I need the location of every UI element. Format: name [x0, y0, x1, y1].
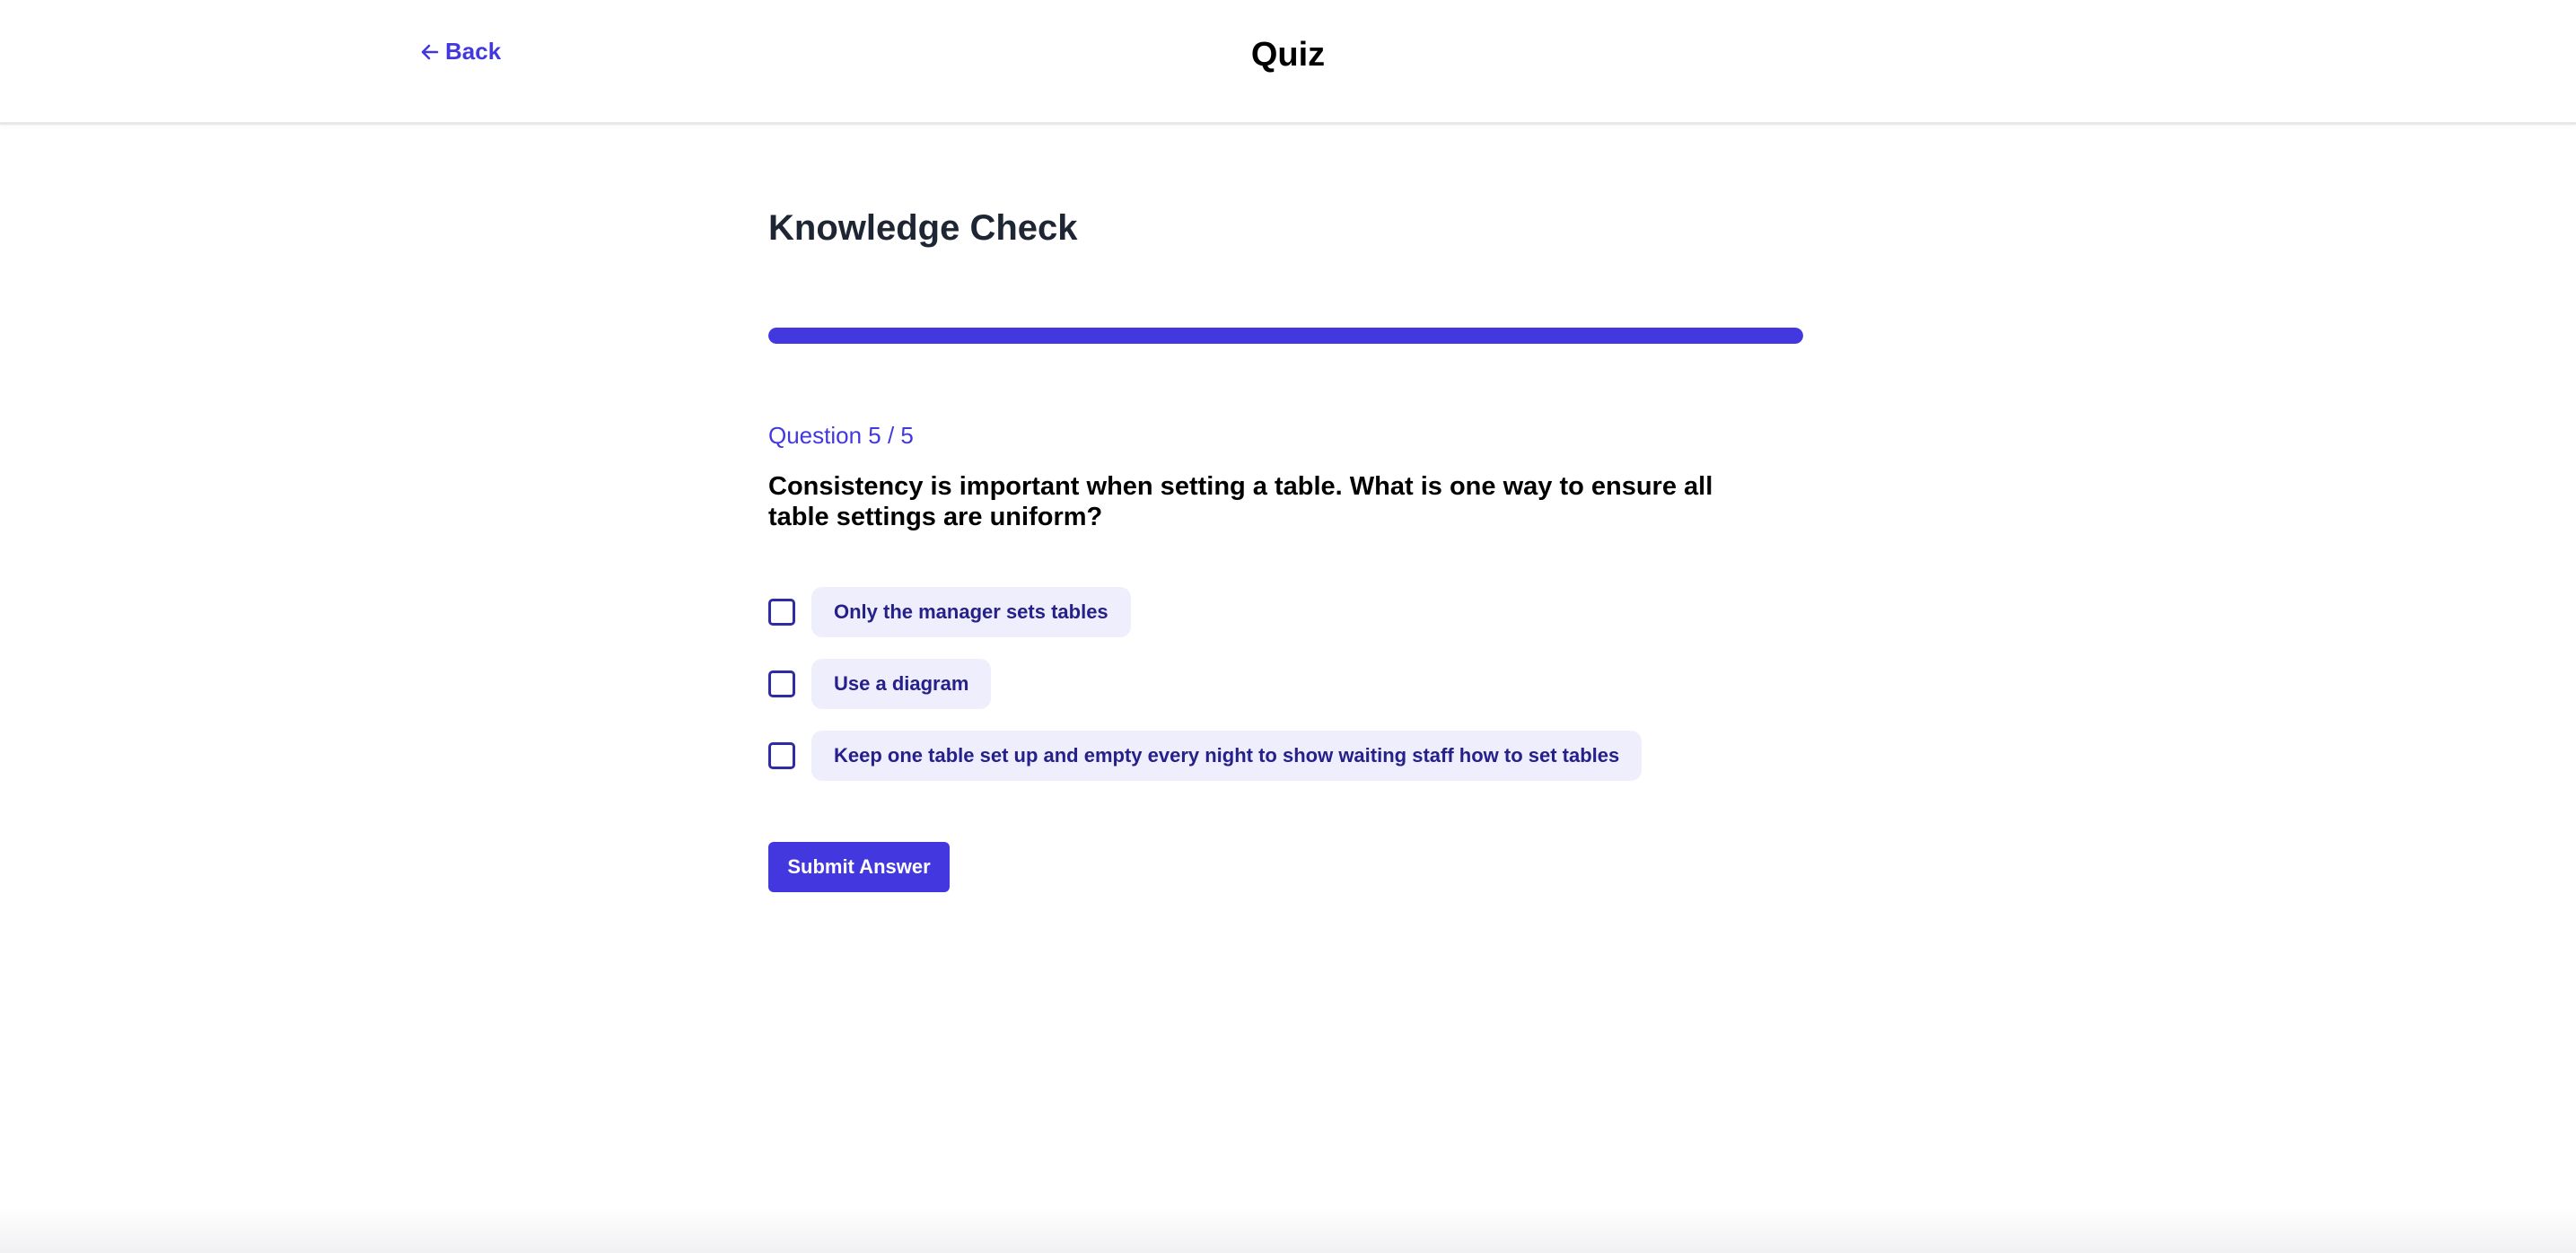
answer-option[interactable] [768, 731, 1642, 781]
answer-option-label[interactable]: Only the manager sets tables [811, 587, 1131, 637]
submit-answer-button[interactable]: Submit Answer [768, 842, 950, 892]
page-title: Quiz [1250, 36, 1326, 74]
answer-checkbox[interactable] [768, 670, 795, 697]
progress-fill [768, 328, 1803, 344]
top-bar [0, 0, 2576, 125]
answer-option-label[interactable]: Keep one table set up and empty every night to show waiting staff how to set tables [811, 731, 1642, 781]
answer-option-label[interactable]: Use a diagram [811, 659, 991, 709]
question-text: Consistency is important when setting a table. What is one way to ensure all table settings are uniform? [768, 472, 1713, 531]
bottom-shadow [0, 1208, 2576, 1253]
back-label: Back [445, 38, 502, 65]
answer-option[interactable] [768, 659, 991, 709]
answer-option[interactable] [768, 587, 1131, 637]
answer-checkbox[interactable] [768, 742, 795, 769]
answer-checkbox[interactable] [768, 599, 795, 626]
question-counter: Question 5 / 5 [768, 422, 914, 449]
progress-bar [768, 328, 1803, 344]
quiz-title: Knowledge Check [768, 208, 1078, 248]
